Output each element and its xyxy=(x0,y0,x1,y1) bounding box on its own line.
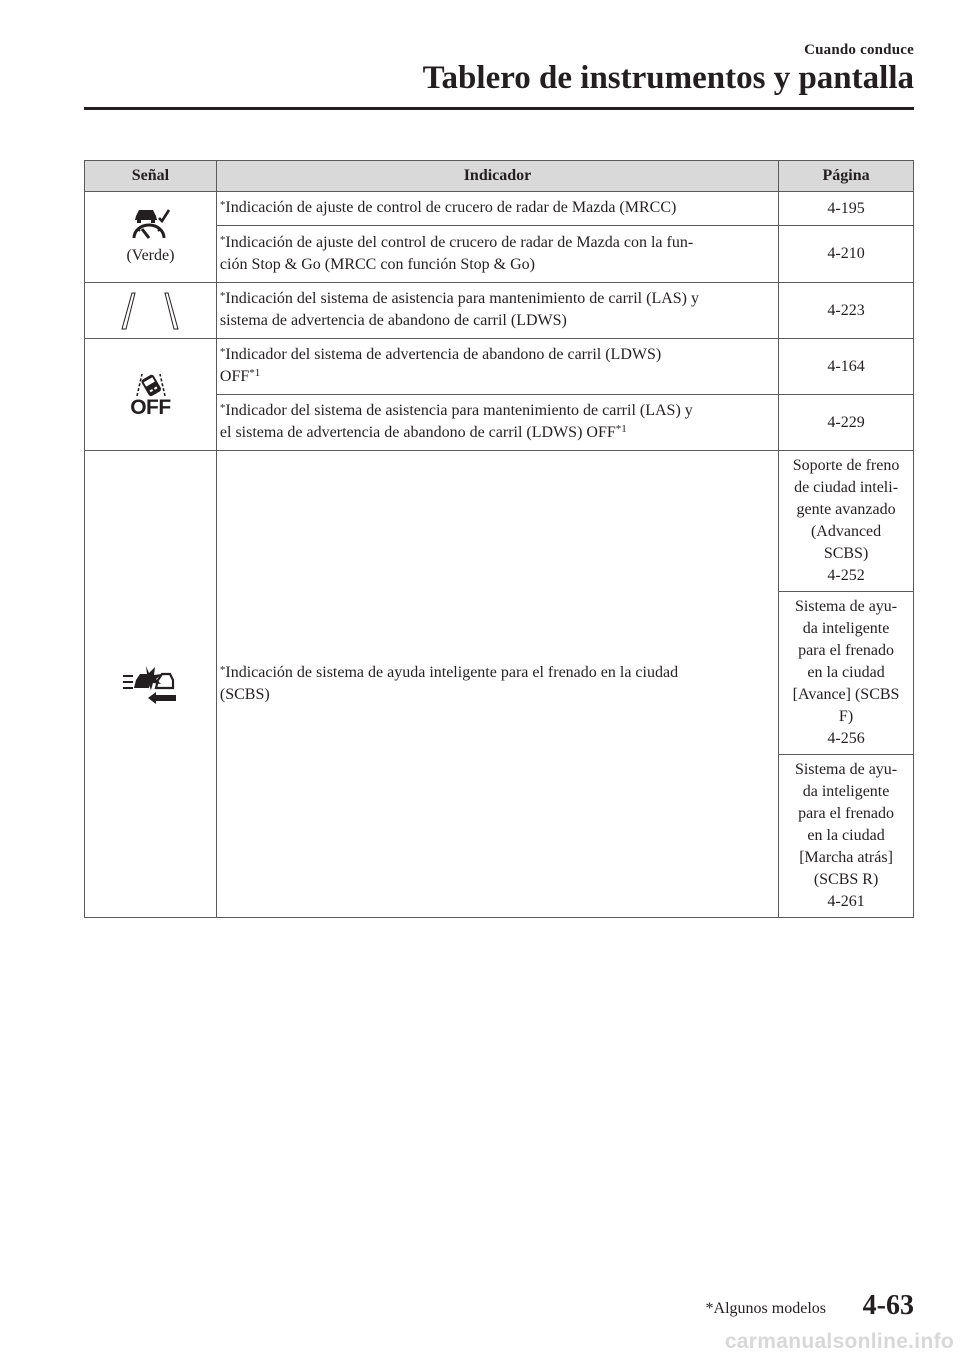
footnote-marker: *1 xyxy=(615,423,627,435)
signal-cell xyxy=(85,339,217,451)
page-ref: 4-195 xyxy=(779,192,914,226)
page-ref: 4-210 xyxy=(779,226,914,283)
signal-color-label: (Verde) xyxy=(126,247,175,264)
indicator-text: *Indicador del sistema de asistencia para mantenimiento de carril (LAS) y el sistema de advertencia de abandono de carril (LDWS) OFF$^{*1}$ xyxy=(216,395,778,451)
indicator-text: *Indicador del sistema de advertencia de abandono de carril (LDWS) OFF$^{*1}$ xyxy=(216,339,778,395)
table-header-row xyxy=(85,161,914,192)
header-rule xyxy=(84,107,914,110)
page-ref: 4-164 xyxy=(779,339,914,395)
footnote-star: * xyxy=(219,199,226,212)
footnote-star: * xyxy=(219,663,226,676)
page-ref: Soporte de freno de ciudad inteli- gente avanzado (Advanced SCBS) 4-252 xyxy=(779,451,914,592)
table-row xyxy=(85,451,914,592)
footnote-star: * xyxy=(219,402,226,414)
signal-cell xyxy=(85,451,217,918)
lane-lines-icon xyxy=(118,291,182,331)
page-ref: Sistema de ayu- da inteligente para el frenado en la ciudad [Marcha atrás] (SCBS R) 4-261 xyxy=(779,755,914,918)
col-header-pagina: Página xyxy=(779,161,914,192)
indicator-table xyxy=(84,160,914,918)
ldws-off-icon xyxy=(128,372,172,398)
table-row xyxy=(85,192,914,226)
col-header-senal: Señal xyxy=(85,161,217,192)
signal-cell xyxy=(85,192,217,283)
indicator-text: *Indicación de ajuste del control de crucero de radar de Mazda con la fun- ción Stop & Go (MRCC con función Stop & Go) xyxy=(216,226,778,283)
page-ref: Sistema de ayu- da inteligente para el frenado en la ciudad [Avance] (SCBS F) 4-256 xyxy=(779,592,914,755)
section-title: Cuando conduce xyxy=(804,42,914,58)
footnote-star: * xyxy=(219,233,226,246)
page-ref: 4-223 xyxy=(779,283,914,339)
indicator-text: *Indicación del sistema de asistencia para mantenimiento de carril (LAS) y sistema de advertencia de abandono de carril (LDWS) xyxy=(216,283,778,339)
footnote-star: * xyxy=(219,346,226,358)
indicator-text: *Indicación de ajuste de control de crucero de radar de Mazda (MRCC) xyxy=(216,192,778,226)
page-ref: 4-229 xyxy=(779,395,914,451)
indicator-text: *Indicación de sistema de ayuda inteligente para el frenado en la ciudad (SCBS) xyxy=(216,451,778,918)
footnote-some-models: *Algunos modelos xyxy=(705,1300,826,1317)
scbs-collision-icon xyxy=(120,662,180,706)
watermark: carmanualsonline.info xyxy=(724,1330,954,1353)
table-row xyxy=(85,339,914,395)
chapter-title: Tablero de instrumentos y pantalla xyxy=(422,60,914,96)
footnote-star: * xyxy=(219,290,226,302)
page-number: 4-63 xyxy=(862,1290,914,1321)
col-header-indicador: Indicador xyxy=(216,161,778,192)
footnote-marker: *1 xyxy=(249,367,261,379)
off-label: OFF xyxy=(130,395,171,419)
signal-cell xyxy=(85,283,217,339)
table-row xyxy=(85,283,914,339)
mrcc-indicator-icon xyxy=(128,207,172,241)
